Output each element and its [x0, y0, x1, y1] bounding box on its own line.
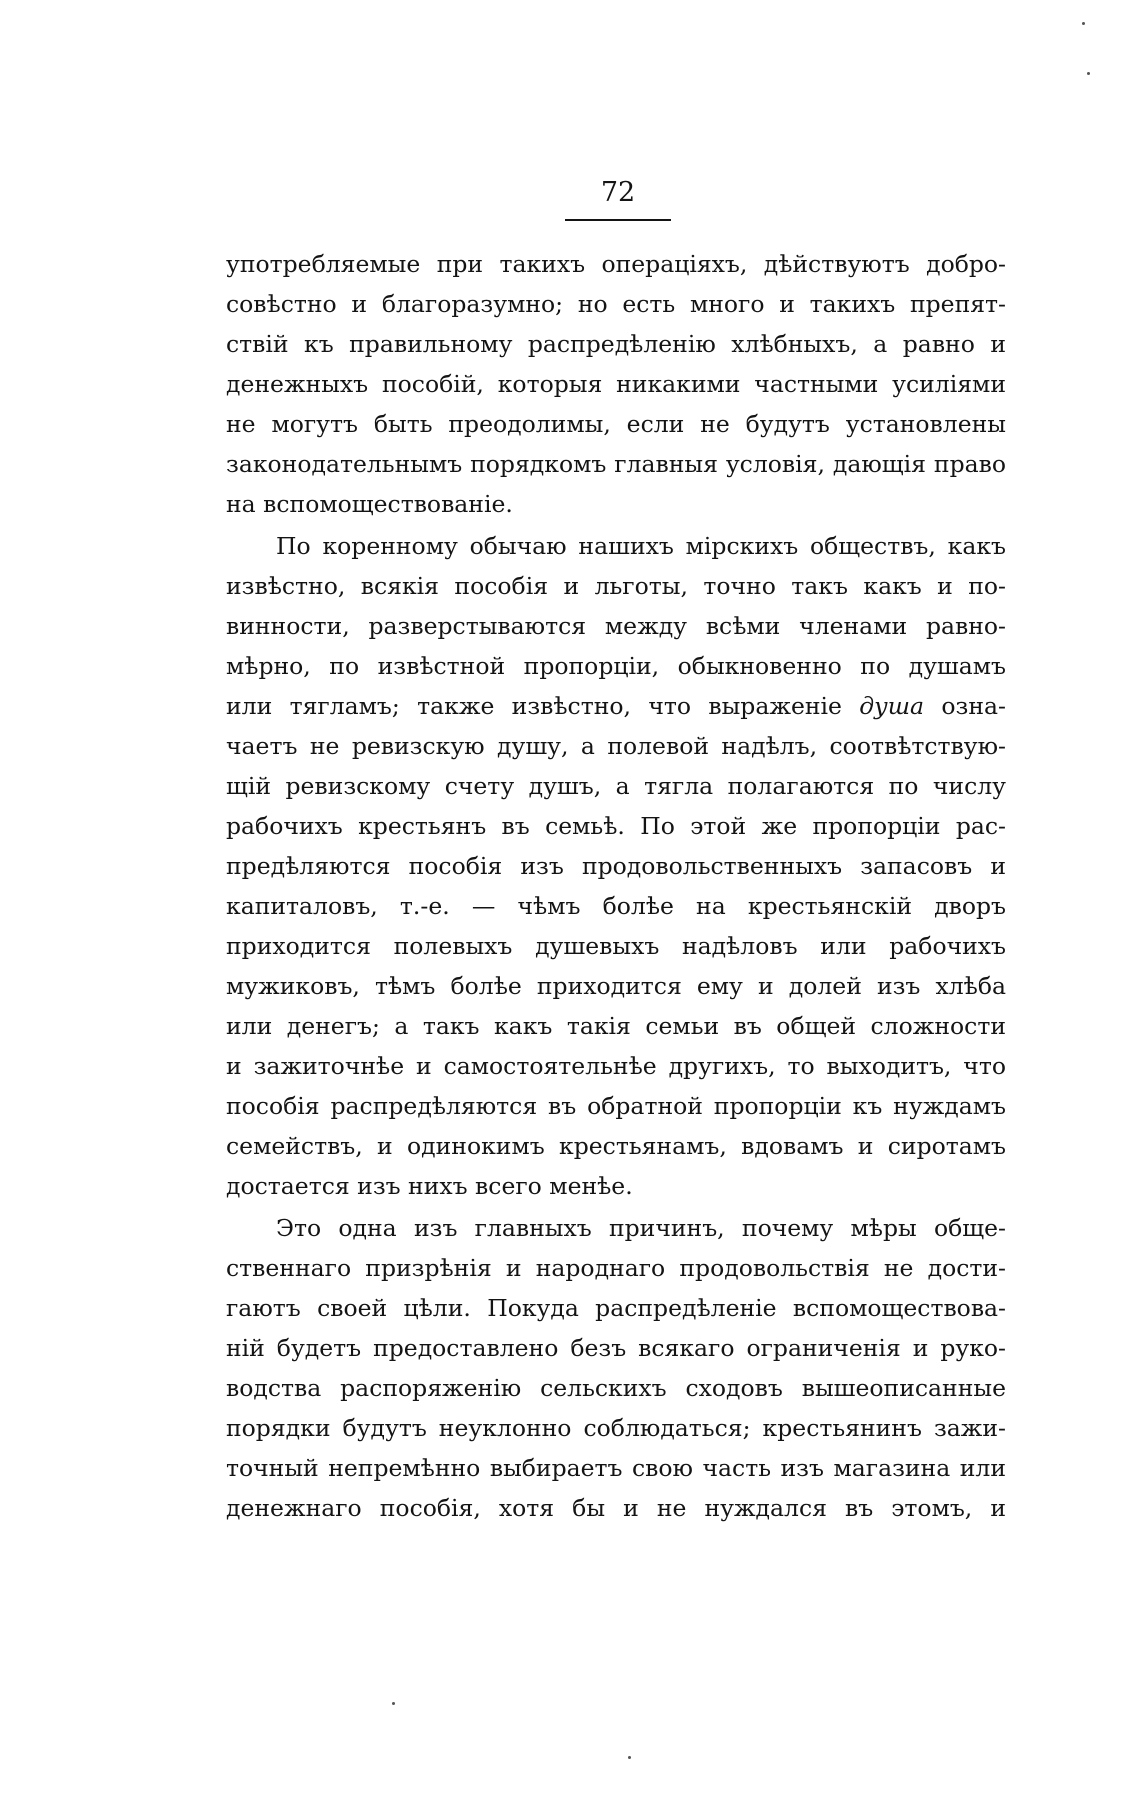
page-number: 72 [600, 177, 636, 208]
text-line: и зажиточнѣе и самостоятельнѣе другихъ, то выходитъ, что [226, 1052, 1006, 1080]
text-line: винности, разверстываются между всѣми членами равно- [226, 612, 1006, 640]
text-line [226, 686, 1006, 726]
text-line: семействъ, и одинокимъ крестьянамъ, вдовамъ и сиротамъ [226, 1132, 1006, 1160]
text-line: порядки будутъ неуклонно соблюдаться; крестьянинъ зажи- [226, 1414, 1006, 1442]
text-line: чаетъ не ревизскую душу, а полевой надѣлъ, соотвѣтствую- [226, 732, 1006, 760]
text-line: капиталовъ, т.-е. — чѣмъ болѣе на крестьянскій дворъ [226, 892, 1006, 920]
text-line: щій ревизскому счету душъ, а тягла полагаются по числу [226, 772, 1006, 800]
text-line: не могутъ быть преодолимы, если не будутъ установлены [226, 410, 1006, 438]
scan-speck [392, 1702, 395, 1705]
text-line: достается изъ нихъ всего менѣе. [226, 1172, 633, 1200]
emphasized-word: душа [859, 692, 925, 720]
text-line: гаютъ своей цѣли. Покуда распредѣленіе вспомоществова- [226, 1294, 1006, 1322]
text-line: пособія распредѣляются въ обратной пропорціи къ нуждамъ [226, 1092, 1006, 1120]
text-line: законодательнымъ порядкомъ главныя условія, дающія право [226, 450, 1006, 478]
scan-speck [628, 1756, 631, 1759]
text-line: приходится полевыхъ душевыхъ надѣловъ или рабочихъ [226, 932, 1006, 960]
text-line: денежнаго пособія, хотя бы и не нуждался въ этомъ, и [226, 1494, 1006, 1522]
scan-speck [1082, 22, 1085, 25]
text-line: По коренному обычаю нашихъ мірскихъ обществъ, какъ [276, 532, 1006, 560]
text-line: предѣляются пособія изъ продовольственныхъ запасовъ и [226, 852, 1006, 880]
page-number-rule [565, 219, 671, 221]
text-line: рабочихъ крестьянъ въ семьѣ. По этой же пропорціи рас- [226, 812, 1006, 840]
text-line: точный непремѣнно выбираетъ свою часть изъ магазина или [226, 1454, 1006, 1482]
text-line: ственнаго призрѣнія и народнаго продовольствія не дости- [226, 1254, 1006, 1282]
text-line: мѣрно, по извѣстной пропорціи, обыкновенно по душамъ [226, 652, 1006, 680]
text-line: или денегъ; а такъ какъ такія семьи въ общей сложности [226, 1012, 1006, 1040]
text-line: извѣстно, всякія пособія и льготы, точно такъ какъ и по- [226, 572, 1006, 600]
scan-speck [1087, 72, 1090, 75]
text-line: употребляемые при такихъ операціяхъ, дѣйствуютъ добро- [226, 250, 1006, 278]
text-line: ствій къ правильному распредѣленію хлѣбныхъ, а равно и [226, 330, 1006, 358]
text-line: ній будетъ предоставлено безъ всякаго ограниченія и руко- [226, 1334, 1006, 1362]
text-line: денежныхъ пособій, которыя никакими частными усиліями [226, 370, 1006, 398]
text-line: на вспомоществованіе. [226, 490, 513, 518]
text-line-part: или тягламъ; также извѣстно, что выраженіе [226, 692, 860, 720]
text-line-part: озна- [924, 692, 1006, 720]
text-line: совѣстно и благоразумно; но есть много и такихъ препят- [226, 290, 1006, 318]
text-line: мужиковъ, тѣмъ болѣе приходится ему и долей изъ хлѣба [226, 972, 1006, 1000]
text-line: водства распоряженію сельскихъ сходовъ вышеописанные [226, 1374, 1006, 1402]
text-line: Это одна изъ главныхъ причинъ, почему мѣры обще- [276, 1214, 1006, 1242]
